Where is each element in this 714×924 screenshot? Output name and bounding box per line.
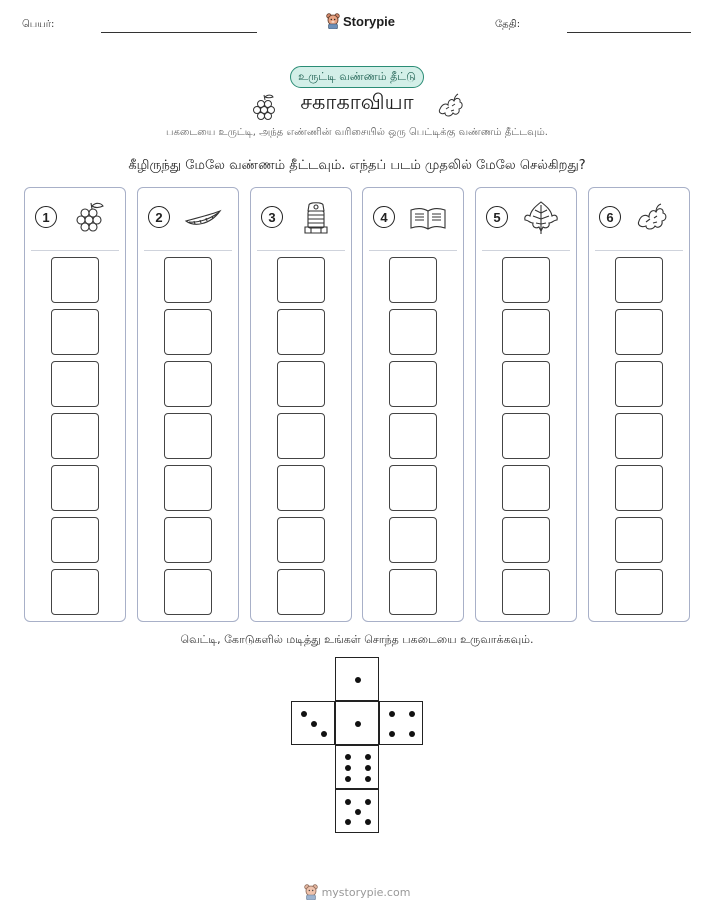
column-divider: [369, 250, 457, 251]
pip: [345, 799, 351, 805]
cut-fold-instruction: வெட்டி, கோடுகளில் மடித்து உங்கள் சொந்த பகடையை உருவாக்கவும்.: [180, 633, 534, 646]
column-5: [475, 187, 577, 622]
color-box[interactable]: [389, 257, 437, 303]
color-box[interactable]: [51, 465, 99, 511]
color-box[interactable]: [502, 257, 550, 303]
berries-icon: [71, 201, 109, 235]
die-face: [291, 701, 335, 745]
column-4: [362, 187, 464, 622]
date-field[interactable]: [567, 32, 691, 33]
column-divider: [257, 250, 345, 251]
color-box[interactable]: [502, 465, 550, 511]
pip: [365, 819, 371, 825]
pip: [409, 731, 415, 737]
color-box[interactable]: [277, 413, 325, 459]
column-3: [250, 187, 352, 622]
pip: [409, 711, 415, 717]
color-box[interactable]: [502, 413, 550, 459]
page-title: சகாகாவியா: [300, 90, 414, 114]
color-box[interactable]: [51, 257, 99, 303]
column-divider: [482, 250, 570, 251]
brand-logo: [326, 13, 395, 29]
brand-name: Storypie: [343, 13, 396, 29]
color-box[interactable]: [277, 569, 325, 615]
leaf-icon: [522, 201, 560, 235]
berries-icon: [249, 91, 279, 121]
color-box[interactable]: [277, 257, 325, 303]
open-book-icon: [409, 201, 447, 235]
column-2: [137, 187, 239, 622]
pip: [365, 799, 371, 805]
color-box[interactable]: [51, 517, 99, 563]
pip: [301, 711, 307, 717]
color-box[interactable]: [502, 517, 550, 563]
color-box[interactable]: [164, 569, 212, 615]
die-face: [379, 701, 423, 745]
column-1: [24, 187, 126, 622]
color-box[interactable]: [389, 413, 437, 459]
question-text: கீழிருந்து மேலே வண்ணம் தீட்டவும். எந்தப் படம் முதலில் மேலே செல்கிறது?: [128, 158, 586, 173]
color-box[interactable]: [615, 569, 663, 615]
column-number: 1: [35, 206, 57, 228]
bear-icon: [326, 13, 340, 29]
color-box[interactable]: [277, 309, 325, 355]
column-number: 4: [373, 206, 395, 228]
pip: [345, 765, 351, 771]
pip: [365, 754, 371, 760]
pip: [365, 765, 371, 771]
column-number: 5: [486, 206, 508, 228]
column-number: 3: [261, 206, 283, 228]
pip: [365, 776, 371, 782]
footer-url[interactable]: mystorypie.com: [321, 885, 411, 899]
color-box[interactable]: [389, 309, 437, 355]
ginger-root-icon: [635, 201, 673, 235]
die-face: [335, 789, 379, 833]
color-box[interactable]: [51, 309, 99, 355]
pip: [345, 754, 351, 760]
color-box[interactable]: [277, 465, 325, 511]
color-box[interactable]: [615, 257, 663, 303]
color-box[interactable]: [277, 361, 325, 407]
color-box[interactable]: [164, 309, 212, 355]
date-label: தேதி:: [495, 19, 521, 30]
pip: [355, 721, 361, 727]
pip: [389, 731, 395, 737]
color-box[interactable]: [502, 361, 550, 407]
name-field[interactable]: [101, 32, 257, 33]
color-box[interactable]: [51, 413, 99, 459]
name-label: பெயர்:: [22, 19, 55, 30]
column-number: 2: [148, 206, 170, 228]
pip: [389, 711, 395, 717]
color-box[interactable]: [164, 413, 212, 459]
color-box[interactable]: [615, 361, 663, 407]
canoe-icon: [184, 201, 222, 235]
ginger-root-icon: [436, 91, 466, 121]
pip: [345, 819, 351, 825]
bear-icon: [304, 884, 318, 900]
cradleboard-icon: [297, 201, 335, 235]
color-box[interactable]: [502, 309, 550, 355]
color-box[interactable]: [389, 361, 437, 407]
color-box[interactable]: [51, 361, 99, 407]
die-face: [335, 701, 379, 745]
color-box[interactable]: [389, 465, 437, 511]
pip: [321, 731, 327, 737]
column-divider: [31, 250, 119, 251]
die-face: [335, 657, 379, 701]
pip: [345, 776, 351, 782]
color-box[interactable]: [51, 569, 99, 615]
color-box[interactable]: [502, 569, 550, 615]
column-divider: [595, 250, 683, 251]
die-face: [335, 745, 379, 789]
color-box[interactable]: [615, 309, 663, 355]
color-box[interactable]: [615, 413, 663, 459]
color-box[interactable]: [164, 465, 212, 511]
color-box[interactable]: [164, 257, 212, 303]
pip: [311, 721, 317, 727]
pip: [355, 677, 361, 683]
column-divider: [144, 250, 232, 251]
color-box[interactable]: [164, 517, 212, 563]
color-box[interactable]: [389, 517, 437, 563]
color-box[interactable]: [164, 361, 212, 407]
color-box[interactable]: [615, 465, 663, 511]
color-box[interactable]: [389, 569, 437, 615]
pip: [355, 809, 361, 815]
activity-badge: உருட்டி வண்ணம் தீட்டு: [290, 66, 424, 88]
color-box[interactable]: [615, 517, 663, 563]
instruction-text: பகடையை உருட்டி, அந்த எண்ணின் வரிசையில் ஒரு பெட்டிக்கு வண்ணம் தீட்டவும்.: [166, 127, 548, 138]
column-6: [588, 187, 690, 622]
color-box[interactable]: [277, 517, 325, 563]
column-number: 6: [599, 206, 621, 228]
footer: [0, 884, 714, 900]
